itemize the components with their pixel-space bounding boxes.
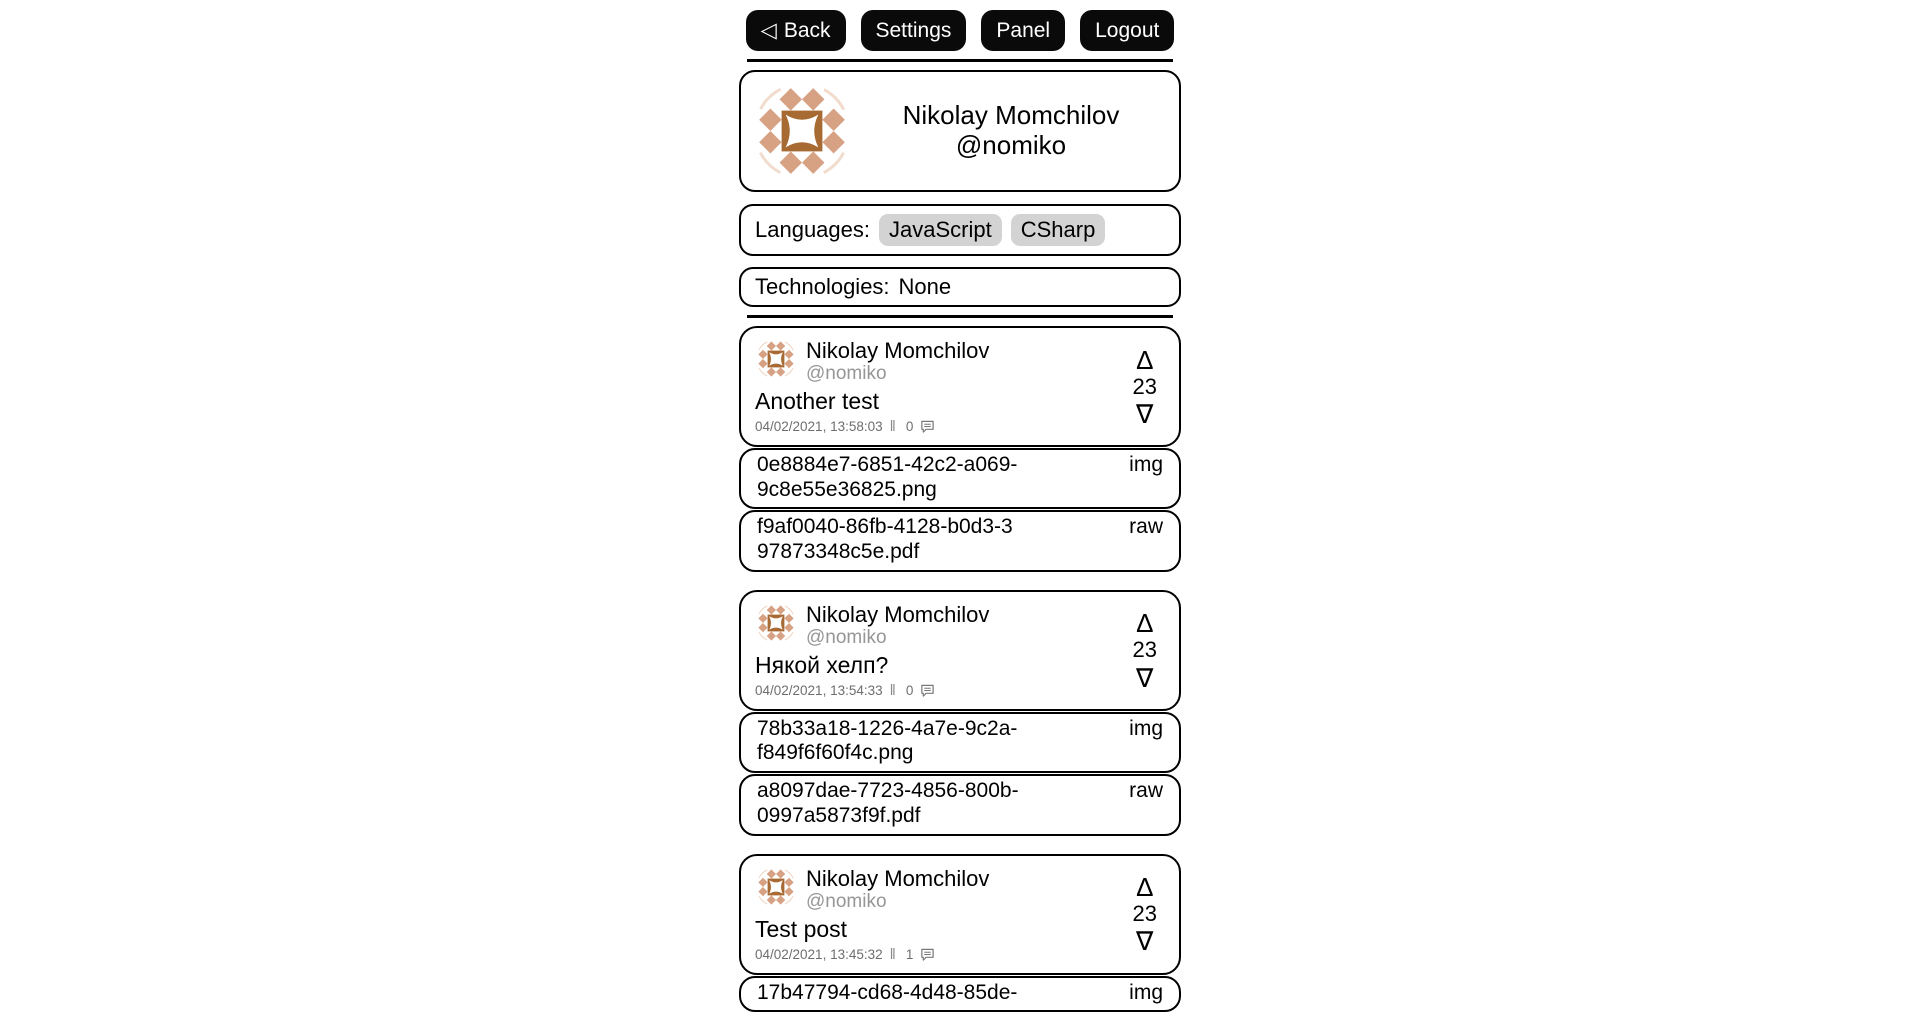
post-meta [755, 682, 1165, 703]
technologies-value: None [898, 274, 952, 300]
post-list [739, 326, 1181, 1012]
post-meta [755, 946, 1165, 967]
identicon-avatar [755, 602, 797, 644]
profile-card [739, 70, 1181, 192]
post-timestamp: 04/02/2021, 13:45:32 [755, 946, 883, 962]
post-author-avatar [755, 338, 797, 380]
post-timestamp: 04/02/2021, 13:58:03 [755, 418, 883, 434]
attachment-type-label: img [1129, 716, 1163, 740]
downvote-button[interactable]: ∇ [1136, 662, 1154, 693]
upvote-button[interactable]: Δ [1136, 344, 1154, 375]
post [739, 854, 1181, 1012]
upvote-button[interactable]: Δ [1136, 608, 1154, 639]
attachment-list [739, 976, 1181, 1012]
attachment-type-label: raw [1129, 515, 1163, 539]
attachment-row[interactable] [739, 510, 1181, 572]
post-author-handle: @nomiko [806, 363, 887, 385]
attachment-row[interactable] [739, 976, 1181, 1012]
post-card[interactable] [739, 326, 1181, 447]
post-timestamp: 04/02/2021, 13:54:33 [755, 682, 883, 698]
post-author-avatar [755, 866, 797, 908]
post-author-avatar [755, 602, 797, 644]
profile-avatar [751, 80, 853, 182]
vote-widget [1132, 872, 1157, 957]
post-author-name: Nikolay Momchilov [806, 338, 990, 364]
meta-separator-icon: ‖ [889, 417, 896, 435]
post-author-block [806, 866, 989, 913]
downvote-button[interactable]: ∇ [1136, 926, 1154, 957]
languages-card [739, 204, 1181, 256]
attachment-row[interactable] [739, 712, 1181, 774]
attachment-filename: 0e8884e7-6851-42c2-a069-9c8e55e36825.png [757, 452, 1018, 501]
top-toolbar [739, 10, 1181, 51]
profile-name: Nikolay Momchilov [902, 100, 1120, 131]
back-button[interactable] [746, 10, 846, 51]
upvote-button[interactable]: Δ [1136, 872, 1154, 903]
comment-bubble-icon [920, 947, 935, 962]
comment-count: 1 [905, 946, 914, 962]
post-author-name: Nikolay Momchilov [806, 601, 990, 627]
comment-count: 0 [905, 418, 914, 434]
attachment-filename: 17b47794-cd68-4d48-85de- [757, 980, 1018, 1004]
back-icon: ◁ [760, 19, 777, 42]
identicon-avatar [755, 338, 797, 380]
logout-button[interactable]: Logout [1080, 10, 1174, 51]
technologies-card [739, 267, 1181, 307]
attachment-type-label: img [1129, 452, 1163, 476]
technologies-label: Technologies: [755, 274, 890, 300]
vote-score: 23 [1132, 901, 1157, 927]
post-author-block [806, 602, 989, 649]
identicon-avatar [755, 866, 797, 908]
post [739, 326, 1181, 572]
attachment-row[interactable] [739, 774, 1181, 836]
vote-widget [1132, 344, 1157, 429]
attachment-filename: f9af0040-86fb-4128-b0d3-397873348c5e.pdf [757, 515, 1013, 564]
post-header [755, 338, 1165, 385]
language-tag-list [879, 214, 1105, 246]
meta-separator-icon: ‖ [889, 681, 896, 699]
identicon-avatar [751, 80, 853, 182]
post-title: Някой хелп? [755, 652, 889, 679]
attachment-row[interactable] [739, 448, 1181, 510]
post [739, 590, 1181, 836]
post-card[interactable] [739, 590, 1181, 711]
post-author-handle: @nomiko [806, 891, 887, 913]
attachment-type-label: raw [1129, 779, 1163, 803]
post-card[interactable] [739, 854, 1181, 975]
settings-button[interactable]: Settings [861, 10, 967, 51]
post-header [755, 602, 1165, 649]
posts-divider [747, 315, 1173, 318]
attachment-filename: 78b33a18-1226-4a7e-9c2a-f849f6f60f4c.png [757, 716, 1018, 765]
profile-name-block [853, 101, 1169, 161]
comment-count: 0 [905, 682, 914, 698]
meta-separator-icon: ‖ [889, 945, 896, 963]
downvote-button[interactable]: ∇ [1136, 398, 1154, 429]
language-tag: JavaScript [879, 214, 1002, 246]
languages-label: Languages: [755, 217, 870, 243]
post-header [755, 866, 1165, 913]
vote-widget [1132, 608, 1157, 693]
post-author-block [806, 338, 989, 385]
comment-bubble-icon [920, 683, 935, 698]
attachment-type-label: img [1129, 980, 1163, 1004]
post-author-name: Nikolay Momchilov [806, 865, 990, 891]
attachment-list [739, 712, 1181, 836]
profile-handle: @nomiko [955, 130, 1067, 161]
comment-bubble-icon [920, 419, 935, 434]
language-tag: CSharp [1011, 214, 1106, 246]
attachment-list [739, 448, 1181, 572]
post-title: Another test [755, 388, 880, 415]
back-button-label: Back [783, 19, 831, 42]
panel-button[interactable]: Panel [981, 10, 1065, 51]
attachment-filename: a8097dae-7723-4856-800b-0997a5873f9f.pdf [757, 779, 1019, 828]
post-title: Test post [755, 915, 848, 942]
post-author-handle: @nomiko [806, 627, 887, 649]
vote-score: 23 [1132, 637, 1157, 663]
profile-page [739, 0, 1181, 1012]
top-divider [747, 59, 1173, 62]
vote-score: 23 [1132, 373, 1157, 399]
post-meta [755, 418, 1165, 439]
